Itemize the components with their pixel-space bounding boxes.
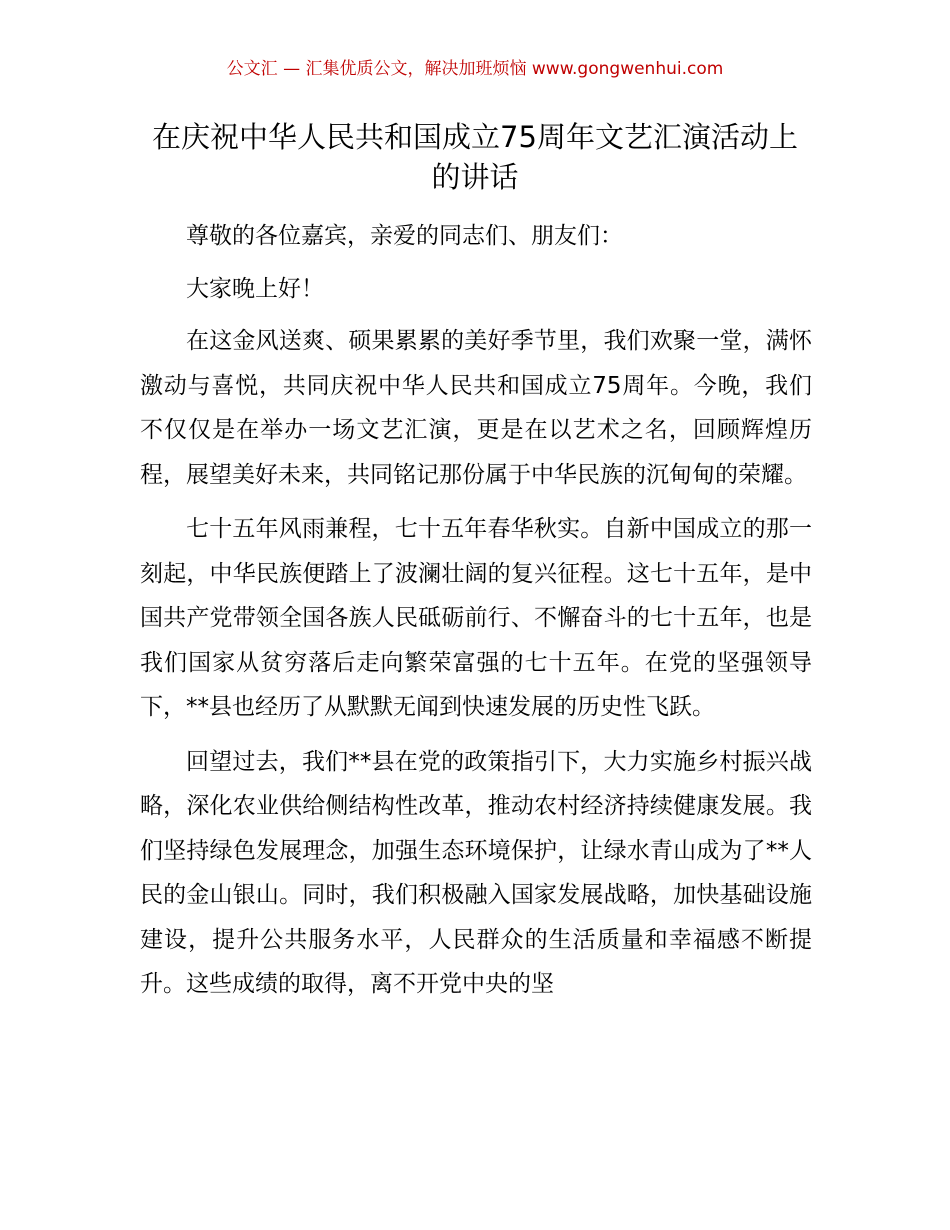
salutation-paragraph: 尊敬的各位嘉宾，亲爱的同志们、朋友们：: [186, 223, 623, 249]
body-paragraph-2: 七十五年风雨兼程，七十五年春华秋实。自新中国成立的那一刻起，中华民族便踏上了波澜壮阔的复兴征程。这七十五年，是中国共产党带领全国各族人民砥砺前行、不懈奋斗的七十五年，也是我们国家从贫穷落后走向繁荣富强的七十五年。在党的坚强领导下，**县也经历了从默默无闻到快速发展的历史性飞跃。: [140, 516, 812, 720]
site-watermark-header: 公文汇 — 汇集优质公文，解决加班烦恼 www.gongwenhui.com: [226, 59, 724, 79]
document-title: 在庆祝中华人民共和国成立75周年文艺汇演活动上的讲话: [152, 120, 798, 194]
body-paragraph-3: 回望过去，我们**县在党的政策指引下，大力实施乡村振兴战略，深化农业供给侧结构性改革，推动农村经济持续健康发展。我们坚持绿色发展理念，加强生态环境保护，让绿水青山成为了**人民的金山银山。同时，我们积极融入国家发展战略，加快基础设施建设，提升公共服务水平，人民群众的生活质量和幸福感不断提升。这些成绩的取得，离不开党中央的坚: [140, 748, 812, 997]
document-body: [140, 214, 812, 1017]
greeting-paragraph: 大家晚上好！: [186, 275, 324, 302]
body-paragraph-1: 在这金风送爽、硕果累累的美好季节里，我们欢聚一堂，满怀激动与喜悦，共同庆祝中华人民共和国成立75周年。今晚，我们不仅仅是在举办一场文艺汇演，更是在以艺术之名，回顾辉煌历程，展望美好未来，共同铭记那份属于中华民族的沉甸甸的荣耀。: [140, 328, 812, 488]
